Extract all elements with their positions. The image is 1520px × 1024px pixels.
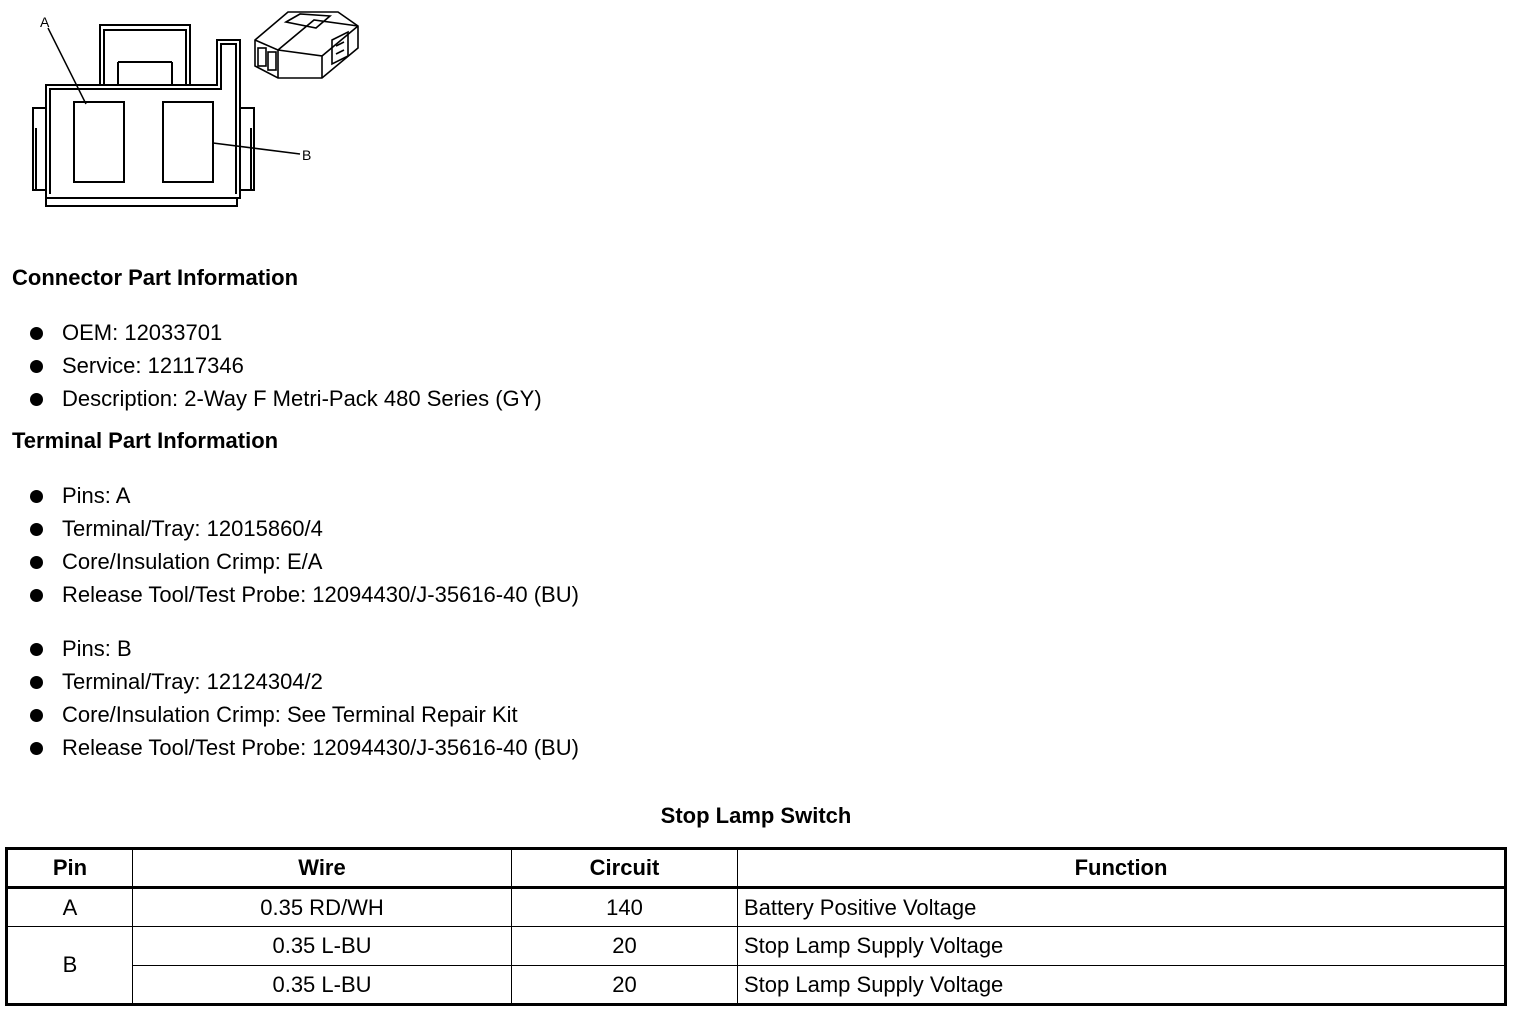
connector-part-info-title: Connector Part Information xyxy=(12,265,299,290)
list-item xyxy=(28,382,542,415)
callout-a-label: A xyxy=(40,14,50,30)
list-item-text: OEM: 12033701 xyxy=(62,320,223,345)
callout-b-label: B xyxy=(302,147,312,163)
list-item xyxy=(28,731,579,764)
pinout-table xyxy=(5,847,1507,1006)
bullet-icon xyxy=(30,676,43,689)
list-item xyxy=(28,698,579,731)
list-item xyxy=(28,512,579,545)
circuit-cell: 20 xyxy=(512,966,738,1005)
function-cell: Stop Lamp Supply Voltage xyxy=(738,927,1506,966)
table-header-row xyxy=(7,849,1506,888)
function-cell: Stop Lamp Supply Voltage xyxy=(738,966,1506,1005)
connector-isometric-icon xyxy=(255,12,358,78)
table-row xyxy=(7,888,1506,927)
bullet-icon xyxy=(30,556,43,569)
pin-cell: B xyxy=(7,927,133,1005)
bullet-icon xyxy=(30,742,43,755)
pin-cell: A xyxy=(7,888,133,927)
list-item xyxy=(28,665,579,698)
list-item xyxy=(28,349,542,382)
list-item-text: Release Tool/Test Probe: 12094430/J-35616-40 (BU) xyxy=(62,582,579,607)
list-item xyxy=(28,479,579,512)
list-item xyxy=(28,316,542,349)
wire-cell: 0.35 RD/WH xyxy=(133,888,512,927)
connector-face-drawing xyxy=(0,0,380,225)
list-item xyxy=(28,545,579,578)
callout-a-leader xyxy=(48,28,86,104)
bullet-icon xyxy=(30,523,43,536)
column-header-circuit: Circuit xyxy=(512,849,738,888)
list-item-text: Terminal/Tray: 12124304/2 xyxy=(62,669,323,694)
list-item xyxy=(28,578,579,611)
bullet-icon xyxy=(30,327,43,340)
list-item-text: Pins: B xyxy=(62,636,132,661)
bullet-icon xyxy=(30,709,43,722)
circuit-cell: 20 xyxy=(512,927,738,966)
connector-part-info-list xyxy=(28,316,542,415)
table-row xyxy=(7,927,1506,966)
terminal-pin-b-list xyxy=(28,632,579,764)
list-item-text: Release Tool/Test Probe: 12094430/J-35616-40 (BU) xyxy=(62,735,579,760)
function-cell: Battery Positive Voltage xyxy=(738,888,1506,927)
list-item-text: Description: 2-Way F Metri-Pack 480 Series (GY) xyxy=(62,386,542,411)
list-item-text: Core/Insulation Crimp: See Terminal Repair Kit xyxy=(62,702,518,727)
list-item-text: Service: 12117346 xyxy=(62,353,244,378)
connector-diagram xyxy=(0,0,380,225)
callout-b-leader xyxy=(213,143,300,154)
column-header-pin: Pin xyxy=(7,849,133,888)
bullet-icon xyxy=(30,589,43,602)
terminal-part-info-title: Terminal Part Information xyxy=(12,428,279,453)
bullet-icon xyxy=(30,643,43,656)
bullet-icon xyxy=(30,393,43,406)
terminal-pin-a-list xyxy=(28,479,579,611)
list-item xyxy=(28,632,579,665)
wire-cell: 0.35 L-BU xyxy=(133,966,512,1005)
column-header-wire: Wire xyxy=(133,849,512,888)
column-header-function: Function xyxy=(738,849,1506,888)
table-row xyxy=(7,966,1506,1005)
list-item-text: Core/Insulation Crimp: E/A xyxy=(62,549,323,574)
list-item-text: Pins: A xyxy=(62,483,131,508)
wire-cell: 0.35 L-BU xyxy=(133,927,512,966)
bullet-icon xyxy=(30,360,43,373)
list-item-text: Terminal/Tray: 12015860/4 xyxy=(62,516,323,541)
bullet-icon xyxy=(30,490,43,503)
circuit-cell: 140 xyxy=(512,888,738,927)
pinout-table-title: Stop Lamp Switch xyxy=(660,803,852,828)
